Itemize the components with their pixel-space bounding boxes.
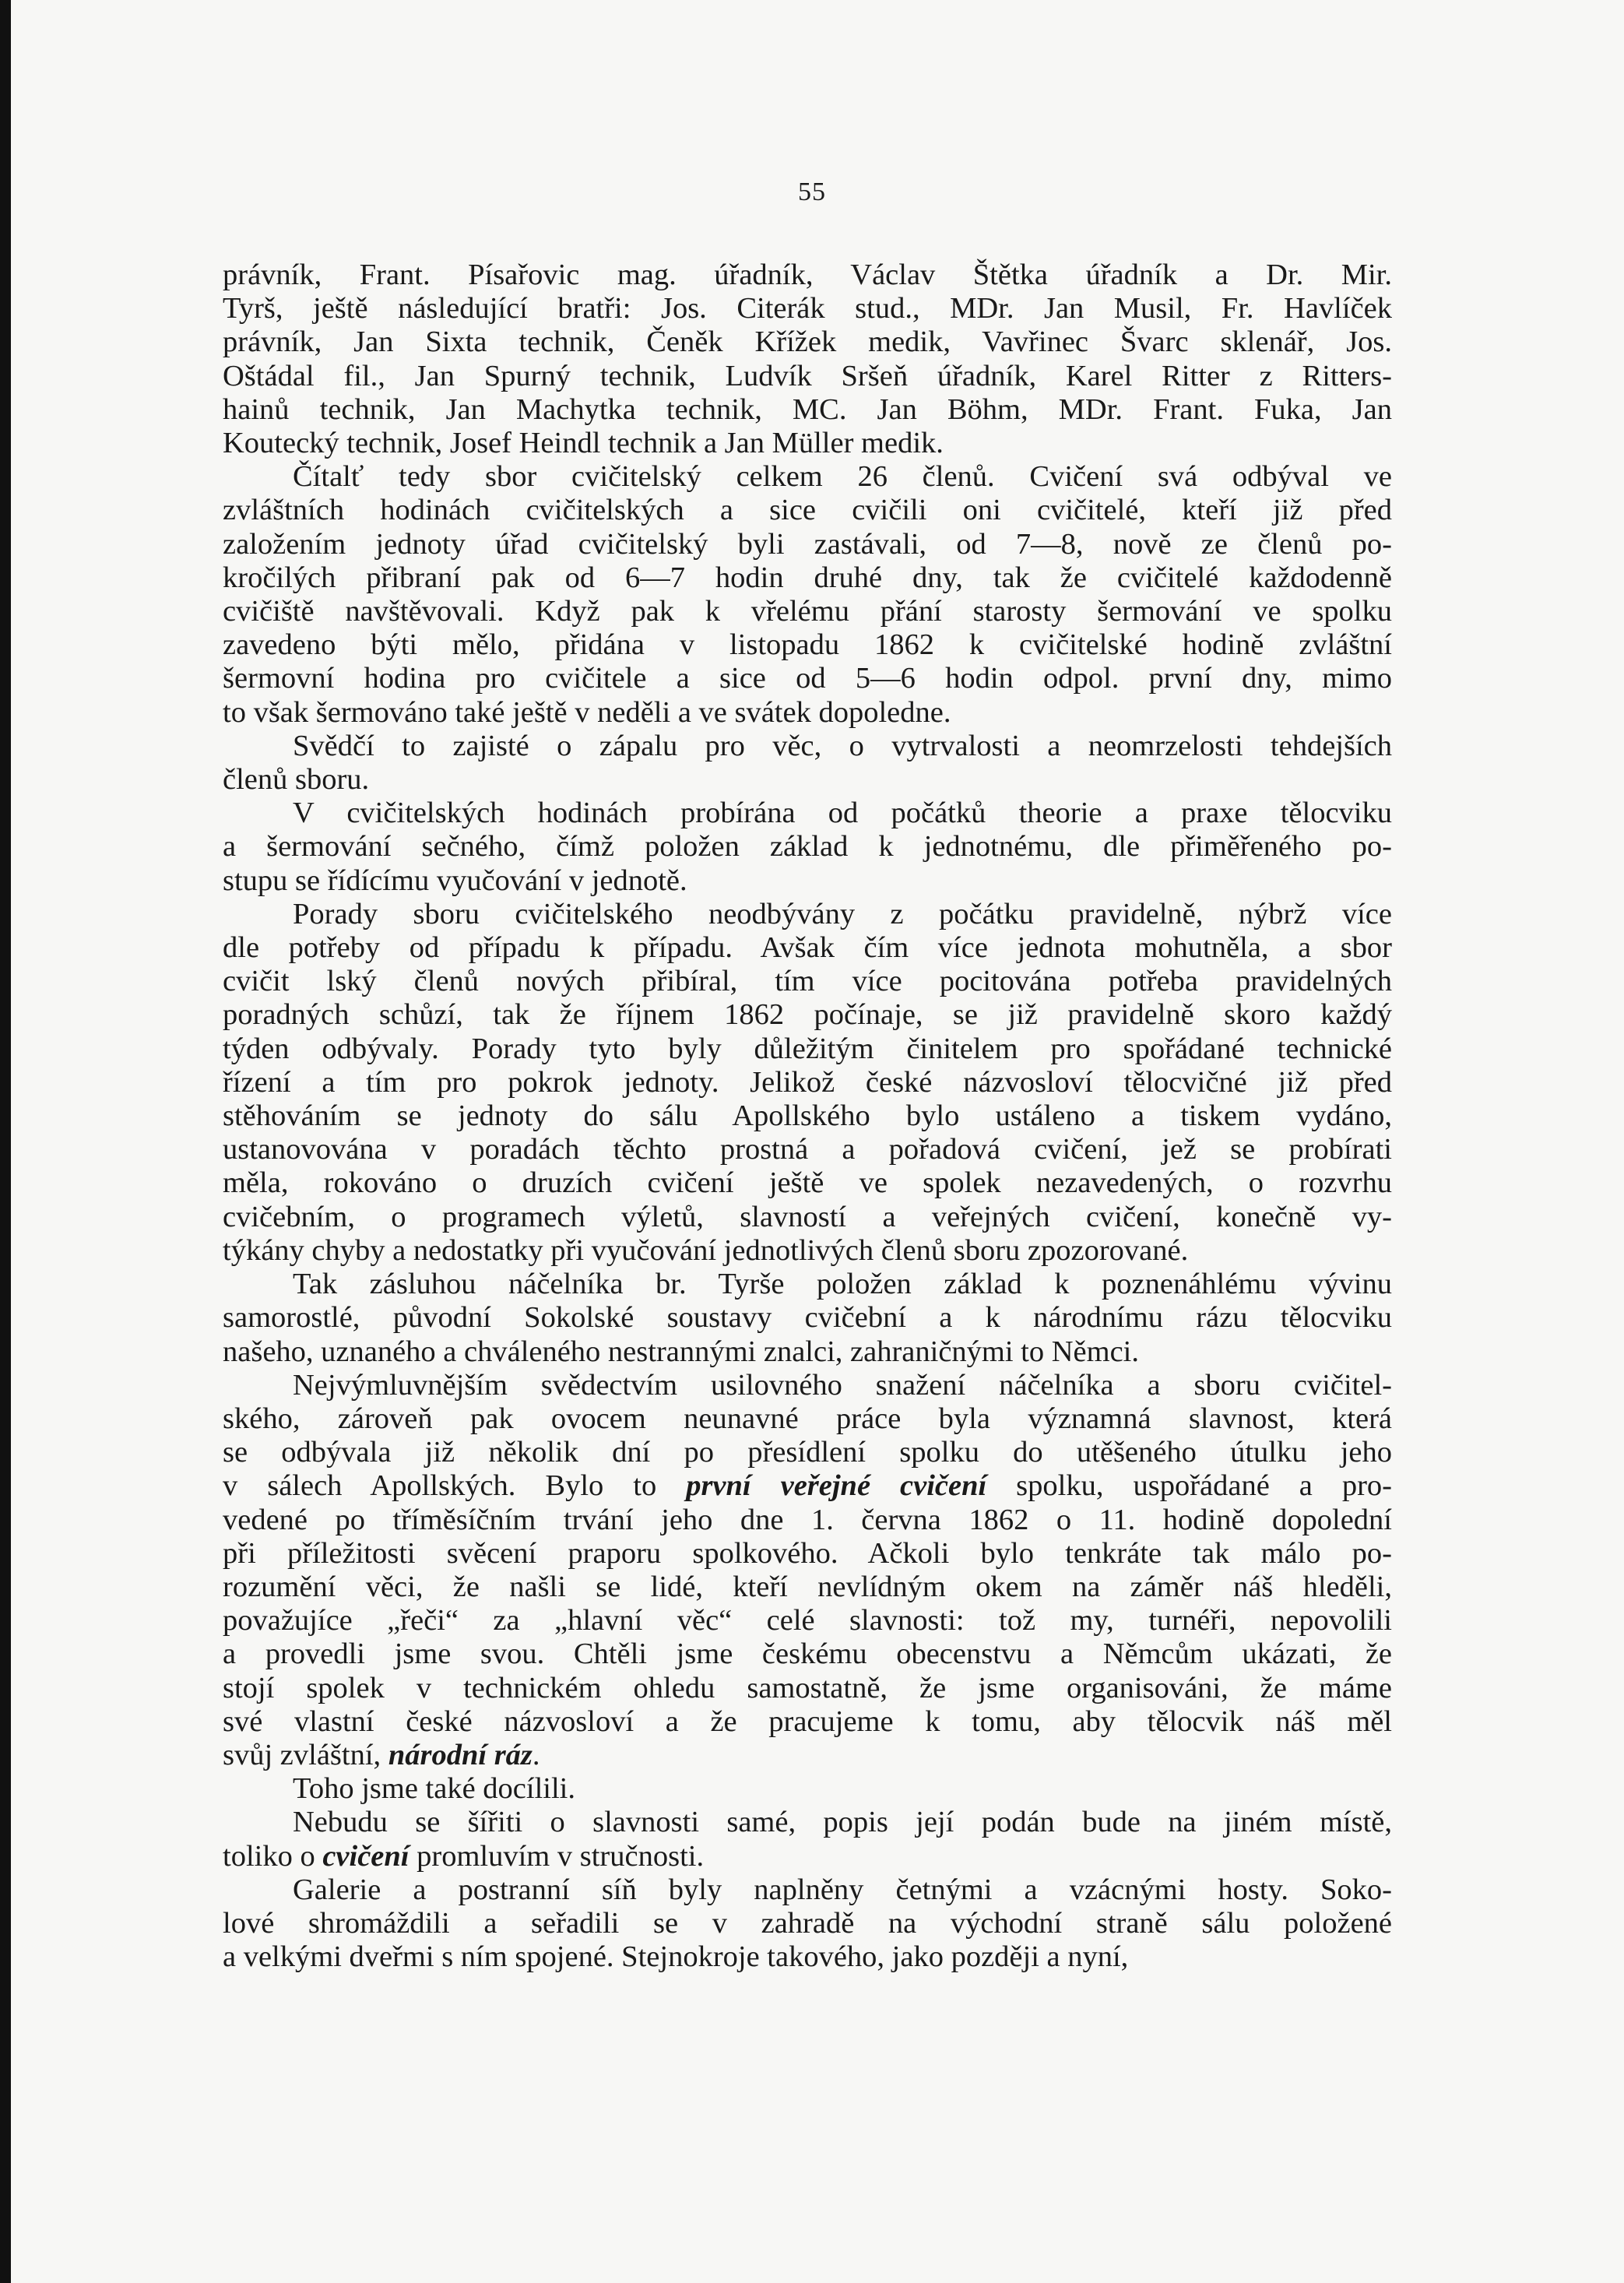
paragraph: [223, 1806, 1392, 1873]
text-line: to však šermováno také ještě v neděli a ve svátek dopoledne.: [223, 695, 951, 729]
text-line: řízení a tím pro pokrok jednoty. Jelikož české názvosloví tělocvičné již před: [223, 1065, 1392, 1099]
text-line: založením jednoty úřad cvičitelský byli zastávali, od 7—8, nově ze členů po-: [223, 527, 1392, 561]
text-line: rozumění věci, že našli se lidé, kteří nevlídným okem na záměr náš hleděli,: [223, 1570, 1392, 1603]
text-line: našeho, uznaného a chváleného nestrannými znalci, zahraničnými to Němci.: [223, 1335, 1139, 1368]
text-line: členů sboru.: [223, 763, 370, 797]
text-line: a provedli jsme svou. Chtěli jsme českému obecenstvu a Němcům ukázati, že: [223, 1637, 1392, 1671]
text-line: lové shromáždili a seřadili se v zahradě na východní straně sálu položené: [223, 1906, 1392, 1940]
paragraph: [223, 898, 1392, 1268]
text-line: své vlastní české názvosloví a že pracujeme k tomu, aby tělocvik náš měl: [223, 1704, 1392, 1738]
text-line: cvičit lský členů nových přibíral, tím více pocitována potřeba pravidelných: [223, 965, 1392, 998]
paragraph: [223, 1369, 1392, 1772]
body-text: [223, 259, 1392, 1974]
text-line: svůj zvláštní, národní ráz.: [223, 1738, 540, 1771]
paragraph: [223, 1772, 1392, 1806]
text-line: Nebudu se šířiti o slavnosti samé, popis její podán bude na jiném místě,: [293, 1806, 1392, 1839]
text-line: samorostlé, původní Sokolské soustavy cvičební a k národnímu rázu tělocviku: [223, 1301, 1392, 1335]
paragraph: [223, 730, 1392, 797]
paragraph: [223, 460, 1392, 730]
text-line: měla, rokováno o druzích cvičení ještě ve spolek nezavedených, o rozvrhu: [223, 1166, 1392, 1200]
emphasized-text: národní ráz: [388, 1738, 533, 1771]
text-line: stojí spolek v technickém ohledu samostatně, že jsme organisováni, že máme: [223, 1671, 1392, 1704]
page-number: 55: [798, 178, 826, 206]
paragraph: [223, 797, 1392, 898]
text-line: cvičiště navštěvovali. Když pak k vřelému přání starosty šermování ve spolku: [223, 595, 1392, 628]
text-line: poradných schůzí, tak že říjnem 1862 počínaje, se již pravidelně skoro každý: [223, 998, 1392, 1032]
text-line: ského, zároveň pak ovocem neunavné práce byla významná slavnost, která: [223, 1402, 1392, 1435]
text-line: Koutecký technik, Josef Heindl technik a Jan Müller medik.: [223, 427, 944, 460]
text-line: se odbývala již několik dní po přesídlení spolku do utěšeného útulku jeho: [223, 1436, 1392, 1469]
text-line: stěhováním se jednoty do sálu Apollského bylo ustáleno a tiskem vydáno,: [223, 1099, 1392, 1133]
text-line: dle potřeby od případu k případu. Avšak čím více jednota mohutněla, a sbor: [223, 931, 1392, 965]
text-line: při příležitosti svěcení praporu spolkového. Ačkoli bylo tenkráte tak málo po-: [223, 1536, 1392, 1570]
text-line: zvláštních hodinách cvičitelských a sice cvičili oni cvičitelé, kteří již před: [223, 494, 1392, 527]
text-line: zavedeno býti mělo, přidána v listopadu 1862 k cvičitelské hodině zvláštní: [223, 628, 1392, 662]
text-line: ustanovována v poradách těchto prostná a pořadová cvičení, jež se probírati: [223, 1133, 1392, 1166]
text-line: právník, Jan Sixta technik, Čeněk Křížek medik, Vavřinec Švarc sklenář, Jos.: [223, 325, 1392, 359]
text-line: Toho jsme také docílili.: [293, 1772, 575, 1806]
text-line: cvičebním, o programech výletů, slavností a veřejných cvičení, konečně vy-: [223, 1200, 1392, 1233]
text-line: Tyrš, ještě následující bratři: Jos. Citerák stud., MDr. Jan Musil, Fr. Havlíček: [223, 292, 1392, 325]
text-line: považujíce „řeči“ za „hlavní věc“ celé slavnosti: tož my, turnéři, nepovolili: [223, 1604, 1392, 1637]
text-line: Galerie a postranní síň byly naplněny četnými a vzácnými hosty. Soko-: [293, 1873, 1392, 1906]
text-line: V cvičitelských hodinách probírána od počátků theorie a praxe tělocviku: [293, 797, 1392, 830]
text-line: Čítalť tedy sbor cvičitelský celkem 26 členů. Cvičení svá odbýval ve: [293, 460, 1392, 494]
text-line: Porady sboru cvičitelského neodbývány z počátku pravidelně, nýbrž více: [293, 897, 1392, 930]
text-line: v sálech Apollských. Bylo to první veřejné cvičení spolku, uspořádané a pro-: [223, 1469, 1392, 1503]
text-line: a šermování sečného, čímž položen základ k jednotnému, dle přiměřeného po-: [223, 830, 1392, 864]
text-line: hainů technik, Jan Machytka technik, MC. Jan Böhm, MDr. Frant. Fuka, Jan: [223, 392, 1392, 426]
text-line: týkány chyby a nedostatky při vyučování jednotlivých členů sboru zpozorované.: [223, 1233, 1189, 1267]
text-line: Svědčí to zajisté o zápalu pro věc, o vytrvalosti a neomrzelosti tehdejších: [293, 729, 1392, 762]
text-line: Tak zásluhou náčelníka br. Tyrše položen základ k poznenáhlému vývinu: [293, 1268, 1392, 1301]
paragraph: [223, 259, 1392, 460]
text-line: toliko o cvičení promluvím v stručnosti.: [223, 1839, 705, 1873]
text-line: týden odbývaly. Porady tyto byly důležitým činitelem pro spořádané technické: [223, 1032, 1392, 1065]
text-line: kročilých přibraní pak od 6—7 hodin druhé dny, tak že cvičitelé každodenně: [223, 561, 1392, 594]
emphasized-text: cvičení: [322, 1839, 410, 1873]
paragraph: [223, 1873, 1392, 1975]
text-line: vedené po tříměsíčním trvání jeho dne 1. června 1862 o 11. hodině dopolední: [223, 1503, 1392, 1536]
text-line: šermovní hodina pro cvičitele a sice od 5—6 hodin odpol. první dny, mimo: [223, 662, 1392, 695]
text-line: právník, Frant. Písařovic mag. úřadník, Václav Štětka úřadník a Dr. Mir.: [223, 259, 1392, 291]
paragraph: [223, 1268, 1392, 1369]
text-line: a velkými dveřmi s ním spojené. Stejnokroje takového, jako později a nyní,: [223, 1940, 1129, 1974]
text-line: Nejvýmluvnějším svědectvím usilovného snažení náčelníka a sboru cvičitel-: [293, 1368, 1392, 1402]
text-line: stupu se řídícímu vyučování v jednotě.: [223, 864, 687, 897]
page-edge-border: [0, 0, 11, 2283]
text-line: Oštádal fil., Jan Spurný technik, Ludvík Sršeň úřadník, Karel Ritter z Ritters-: [223, 359, 1392, 392]
emphasized-text: první veřejné cvičení: [686, 1469, 987, 1503]
